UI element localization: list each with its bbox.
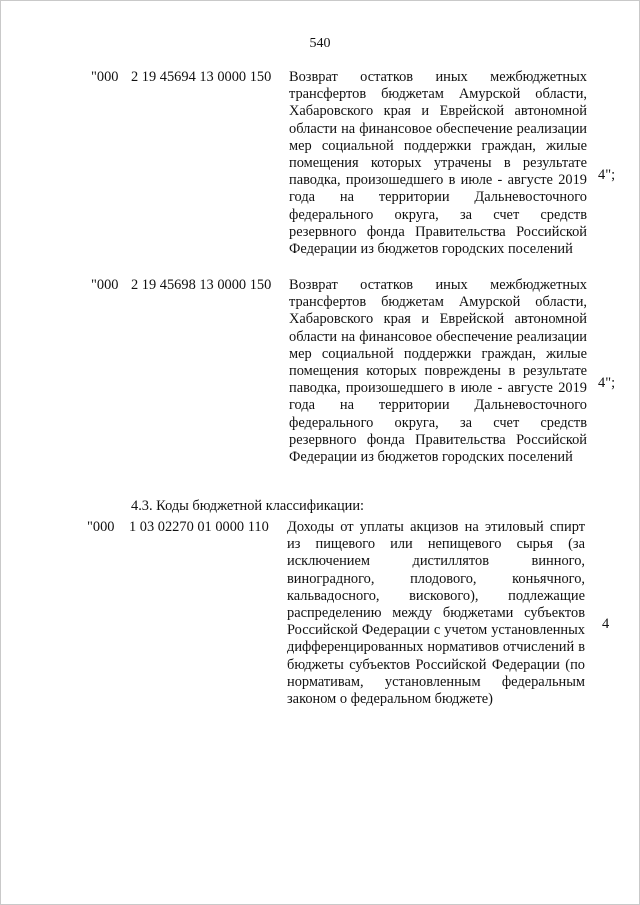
code-suffix: 4"; <box>598 375 616 391</box>
budget-code: 2 19 45694 13 0000 150 <box>131 69 272 85</box>
code-description: Возврат остатков иных межбюджетных трансфертов бюджетам Амурской области, Хабаровского края и Еврейской автономной области на финансовое обеспечение реализации мер социальной поддержки граждан, жилые помещения которых утрачены в результате паводка, произошедшего в июле - августе 2019 года на территории Дальневосточного федерального округа, за счет средств резервного фонда Правительства Российской Федерации из бюджетов городских поселений <box>289 69 587 258</box>
budget-code: 2 19 45698 13 0000 150 <box>131 277 272 293</box>
page-number: 540 <box>309 36 331 51</box>
code-description: Возврат остатков иных межбюджетных трансфертов бюджетам Амурской области, Хабаровского края и Еврейской автономной области на финансовое обеспечение реализации мер социальной поддержки граждан, жилые помещения которых повреждены в результате паводка, произошедшего в июле - августе 2019 года на территории Дальневосточного федерального округа, за счет средств резервного фонда Правительства Российской Федерации из бюджетов городских поселений <box>289 277 587 466</box>
budget-code: 1 03 02270 01 0000 110 <box>129 519 269 535</box>
budget-code-entry <box>0 519 640 734</box>
code-prefix: "000 <box>91 69 119 85</box>
code-prefix: "000 <box>91 277 119 293</box>
code-suffix: 4"; <box>598 167 616 183</box>
code-description: Доходы от уплаты акцизов на этиловый спирт из пищевого или непищевого сырья (за исключением дистиллятов винного, виноградного, плодового, коньячного, кальвадосного, вискового), подлежащие распределению между бюджетами субъектов Российской Федерации с учетом установленных дифференцированных нормативов отчислений в бюджеты субъектов Российской Федерации (по нормативам, установленным федеральным законом о федеральном бюджете) <box>287 519 585 708</box>
code-prefix: "000 <box>87 519 115 535</box>
code-suffix: 4 <box>602 616 610 632</box>
budget-code-entry <box>0 69 640 276</box>
section-heading: 4.3. Коды бюджетной классификации: <box>131 498 365 514</box>
budget-code-entry <box>0 277 640 487</box>
